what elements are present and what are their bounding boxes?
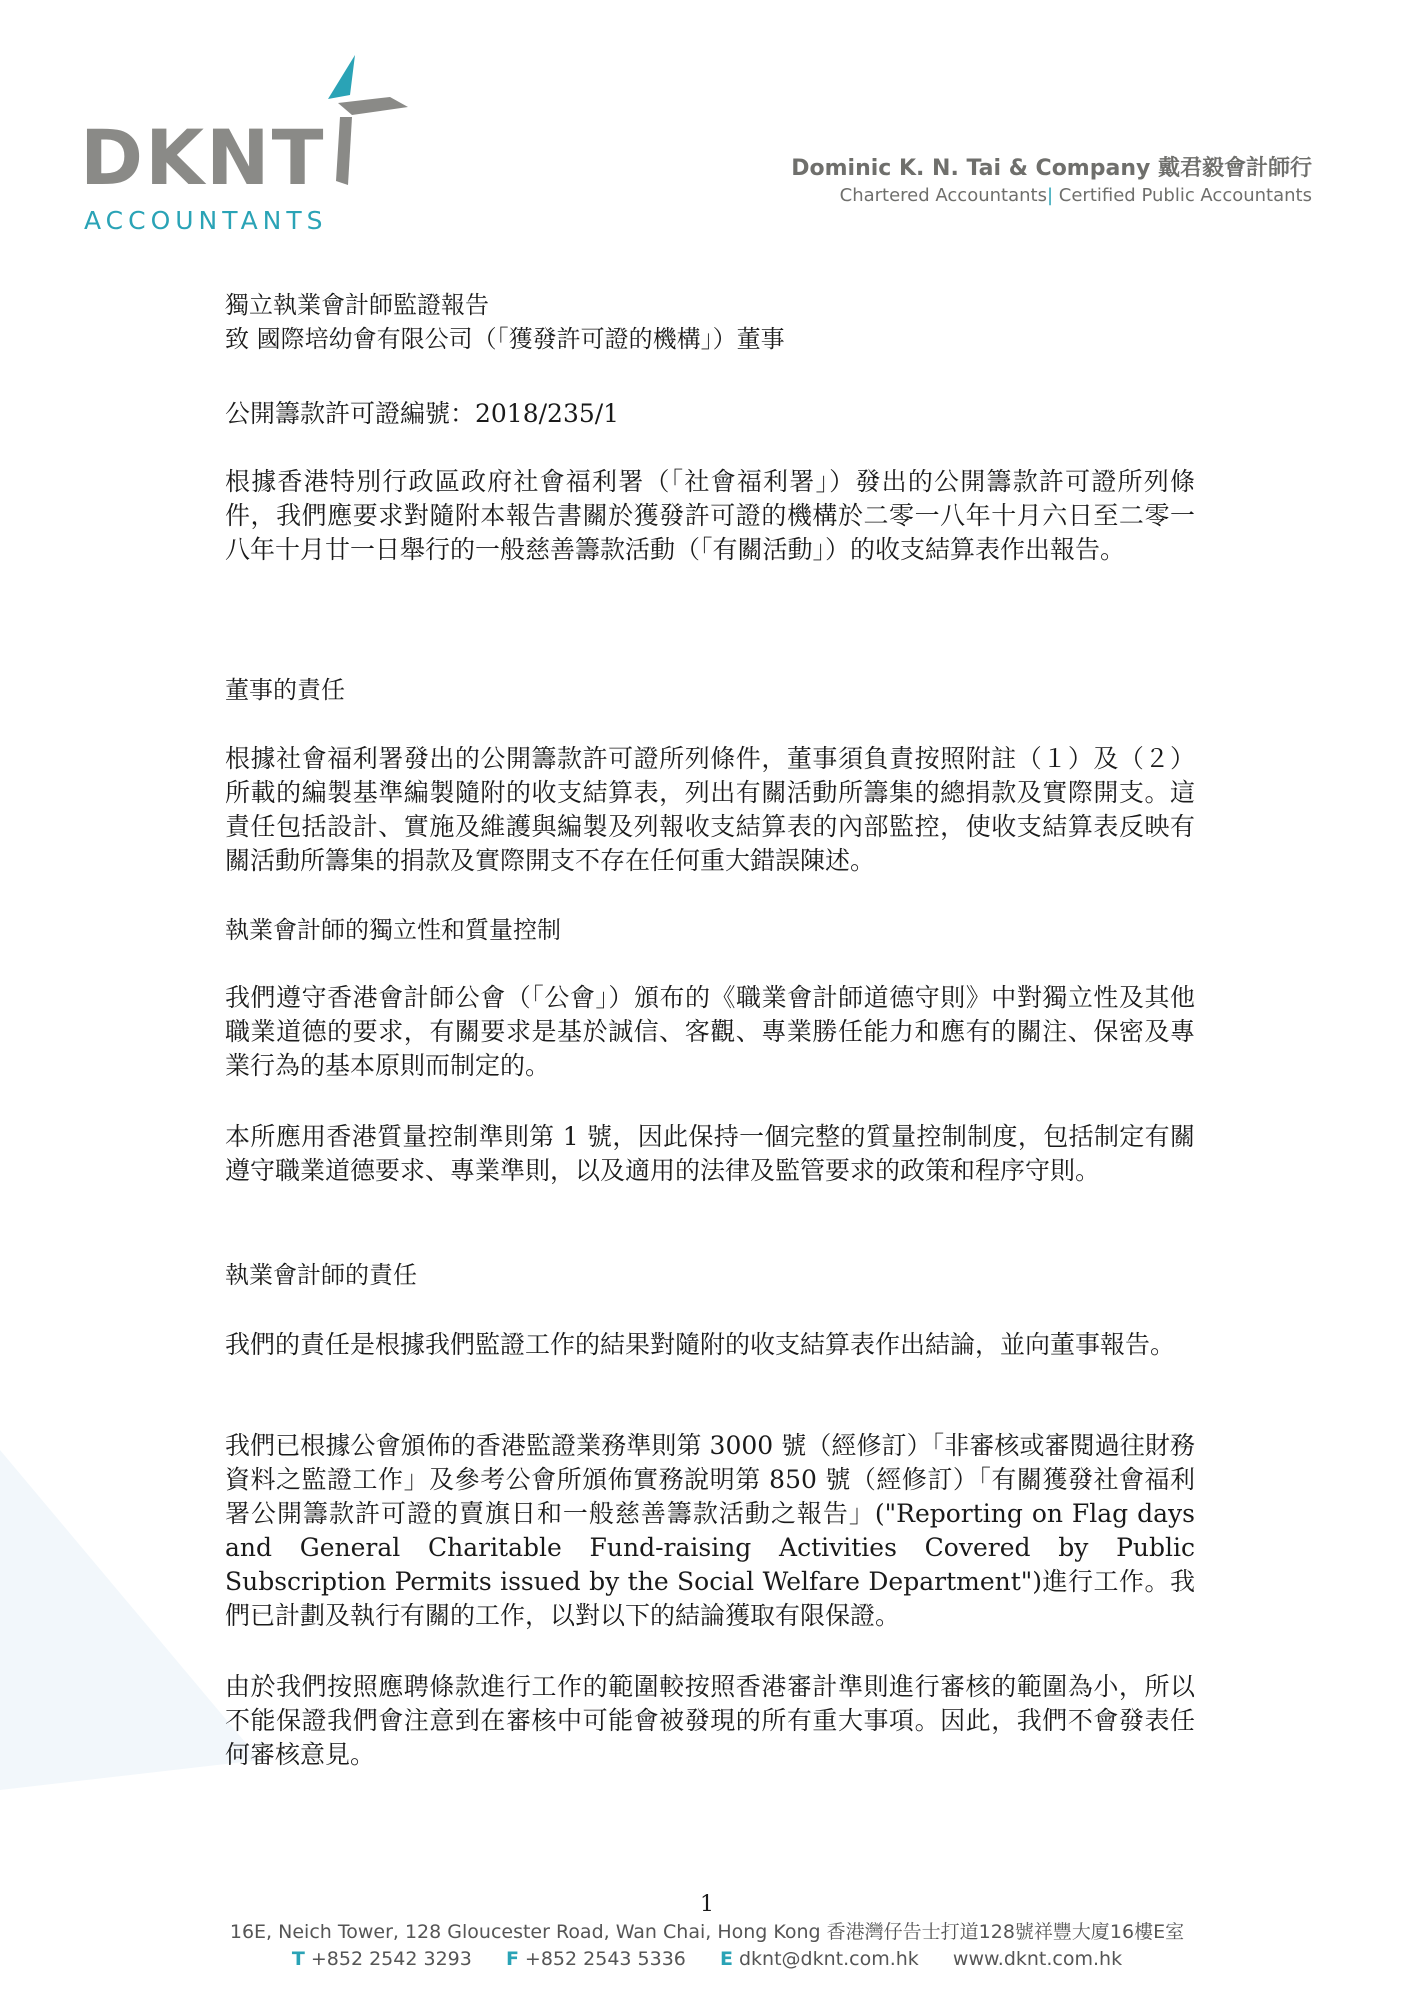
website-link[interactable]: www.dknt.com.hk (952, 1948, 1123, 1970)
section-paragraph: 我們已根據公會頒佈的香港監證業務準則第 3000 號（經修訂）「非審核或審閱過往財務資料之監證工作」及參考公會所頒佈實務說明第 850 號（經修訂）「有關獲發社會福利署公開籌款許可證的賣旗日和一般慈善籌款活動之報告」("Reporting on Flag days and General Charitable Fund-raising Activities Covered by Public Subscription Permits issued by the Social Welfare Department")進行工作。我們已計劃及執行有關的工作，以對以下的結論獲取有限保證。 (225, 1431, 1195, 1630)
logo-wordmark: DKNT (80, 113, 326, 202)
intro-paragraph: 根據香港特別行政區政府社會福利署（「社會福利署」）發出的公開籌款許可證所列條件，我們應要求對隨附本報告書關於獲發許可證的機構於二零一八年十月六日至二零一八年十月廿一日舉行的一般慈善籌款活動（「有關活動」）的收支結算表作出報告。 (225, 467, 1195, 564)
section-heading-independence: 執業會計師的獨立性和質量控制 (225, 916, 561, 944)
section-paragraph: 本所應用香港質量控制準則第 1 號，因此保持一個完整的質量控制制度，包括制定有關遵守職業道德要求、專業準則，以及適用的法律及監管要求的政策和程序守則。 (225, 1122, 1195, 1185)
firm-name: Dominic K. N. Tai & Company 戴君毅會計師行 (791, 156, 1312, 181)
fax-number: +852 2543 5336 (524, 1948, 686, 1970)
firm-block (791, 154, 1312, 208)
email-key: E (720, 1948, 733, 1970)
email-address[interactable]: dknt@dknt.com.hk (738, 1948, 919, 1970)
firm-credentials (791, 184, 1312, 208)
phone-key: T (291, 1948, 305, 1970)
section-paragraph: 我們的責任是根據我們監證工作的結果對隨附的收支結算表作出結論，並向董事報告。 (225, 1330, 1176, 1359)
fax-key: F (505, 1948, 519, 1970)
firm-credential-certified: Certified Public Accountants (1058, 185, 1312, 206)
section-heading-accountant-responsibility: 執業會計師的責任 (225, 1261, 417, 1289)
permit-number: 公開籌款許可證編號：2018/235/1 (225, 399, 620, 428)
logo-tagline: ACCOUNTANTS (84, 206, 328, 235)
section-paragraph: 我們遵守香港會計師公會（「公會」）頒布的《職業會計師道德守則》中對獨立性及其他職業道德的要求，有關要求是基於誠信、客觀、專業勝任能力和應有的關注、保密及專業行為的基本原則而制定的。 (225, 983, 1195, 1080)
footer-address: 16E, Neich Tower, 128 Gloucester Road, Wan Chai, Hong Kong 香港灣仔告士打道128號祥豐大廈16樓E室 (229, 1921, 1185, 1943)
report-title-line-2: 致 國際培幼會有限公司（「獲發許可證的機構」）董事 (225, 325, 785, 353)
section-paragraph: 由於我們按照應聘條款進行工作的範圍較按照香港審計準則進行審核的範圍為小，所以不能保證我們會注意到在審核中可能會被發現的所有重大事項。因此，我們不會發表任何審核意見。 (225, 1672, 1195, 1769)
footer-contact (0, 1948, 1414, 1970)
report-title-line-1: 獨立執業會計師監證報告 (225, 291, 489, 319)
section-heading-directors: 董事的責任 (225, 676, 345, 704)
section-paragraph: 根據社會福利署發出的公開籌款許可證所列條件，董事須負責按照附註（１）及（２）所載的編製基準編製隨附的收支結算表，列出有關活動所籌集的總捐款及實際開支。這責任包括設計、實施及維護與編製及列報收支結算表的內部監控，使收支結算表反映有關活動所籌集的捐款及實際開支不存在任何重大錯誤陳述。 (225, 744, 1195, 875)
firm-credential-separator: | (1046, 185, 1054, 206)
firm-credential-chartered: Chartered Accountants (839, 185, 1047, 206)
phone-number: +852 2542 3293 (310, 1948, 472, 1970)
report-title (225, 288, 1195, 356)
page-number: 1 (700, 1892, 714, 1917)
